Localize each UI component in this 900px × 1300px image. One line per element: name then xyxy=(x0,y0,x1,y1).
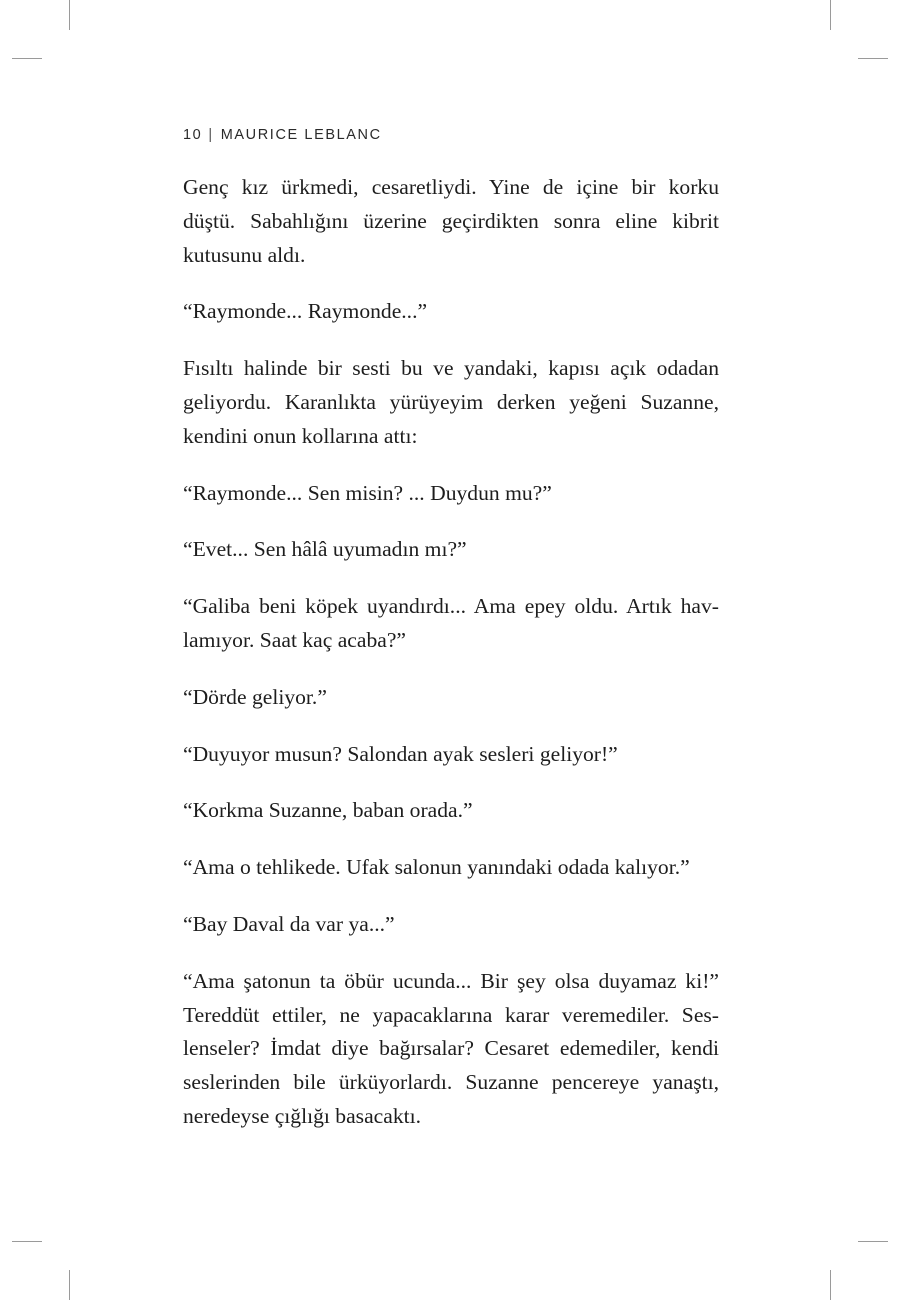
text-line: kendini onun kollarına attı: xyxy=(183,423,418,448)
text-line: lamıyor. Saat kaç acaba?” xyxy=(183,627,407,652)
text-line: “Dörde geliyor.” xyxy=(183,684,327,709)
paragraph xyxy=(183,794,719,828)
header-separator: | xyxy=(208,127,214,143)
page-number: 10 xyxy=(183,127,203,143)
text-line: neredeyse çığlığı basacaktı. xyxy=(183,1103,422,1128)
crop-mark-bottom-right-vertical xyxy=(830,1270,831,1300)
paragraph xyxy=(183,738,719,772)
crop-mark-bottom-left-vertical xyxy=(69,1270,70,1300)
text-line: “Korkma Suzanne, baban orada.” xyxy=(183,798,473,823)
paragraph xyxy=(183,965,719,1134)
paragraph xyxy=(183,908,719,942)
paragraph xyxy=(183,533,719,567)
text-line: “Raymonde... Sen misin? ... Duydun mu?” xyxy=(183,480,552,505)
text-line: “Ama o tehlikede. Ufak salonun yanındaki odada kalıyor.” xyxy=(183,855,690,880)
crop-mark-top-left-horizontal xyxy=(12,58,42,59)
crop-mark-bottom-right-horizontal xyxy=(858,1241,888,1242)
paragraph xyxy=(183,590,719,658)
text-line: lenseler? İmdat diye bağırsalar? Cesaret edemediler, kendi xyxy=(183,1036,719,1061)
paragraph xyxy=(183,352,719,453)
paragraph xyxy=(183,681,719,715)
text-line: “Duyuyor musun? Salondan ayak sesleri geliyor!” xyxy=(183,741,618,766)
text-line: Genç kız ürkmedi, cesaretliydi. Yine de içine bir korku xyxy=(183,175,719,199)
paragraph xyxy=(183,477,719,511)
body-text xyxy=(183,171,719,1157)
author-name: MAURICE LEBLANC xyxy=(220,127,382,143)
paragraph xyxy=(183,851,719,885)
paragraph xyxy=(183,171,719,272)
running-head xyxy=(183,127,382,143)
crop-mark-top-right-horizontal xyxy=(858,58,888,59)
text-line: Tereddüt ettiler, ne yapacaklarına karar veremediler. Ses- xyxy=(183,1002,719,1027)
text-line: “Ama şatonun ta öbür ucunda... Bir şey olsa duyamaz ki!” xyxy=(183,968,719,993)
text-line: “Evet... Sen hâlâ uyumadın mı?” xyxy=(183,537,467,562)
text-line: geliyordu. Karanlıkta yürüyeyim derken yeğeni Suzanne, xyxy=(183,389,719,414)
text-line: “Bay Daval da var ya...” xyxy=(183,911,395,936)
text-line: “Galiba beni köpek uyandırdı... Ama epey oldu. Artık hav- xyxy=(183,594,719,619)
text-line: düştü. Sabahlığını üzerine geçirdikten sonra eline kibrit xyxy=(183,208,719,233)
text-line: “Raymonde... Raymonde...” xyxy=(183,299,428,324)
text-line: kutusunu aldı. xyxy=(183,242,306,267)
paragraph xyxy=(183,295,719,329)
text-line: Fısıltı halinde bir sesti bu ve yandaki, kapısı açık odadan xyxy=(183,356,719,381)
crop-mark-bottom-left-horizontal xyxy=(12,1241,42,1242)
crop-mark-top-right-vertical xyxy=(830,0,831,30)
crop-mark-top-left-vertical xyxy=(69,0,70,30)
text-line: seslerinden bile ürküyorlardı. Suzanne pencereye yanaştı, xyxy=(183,1070,719,1095)
